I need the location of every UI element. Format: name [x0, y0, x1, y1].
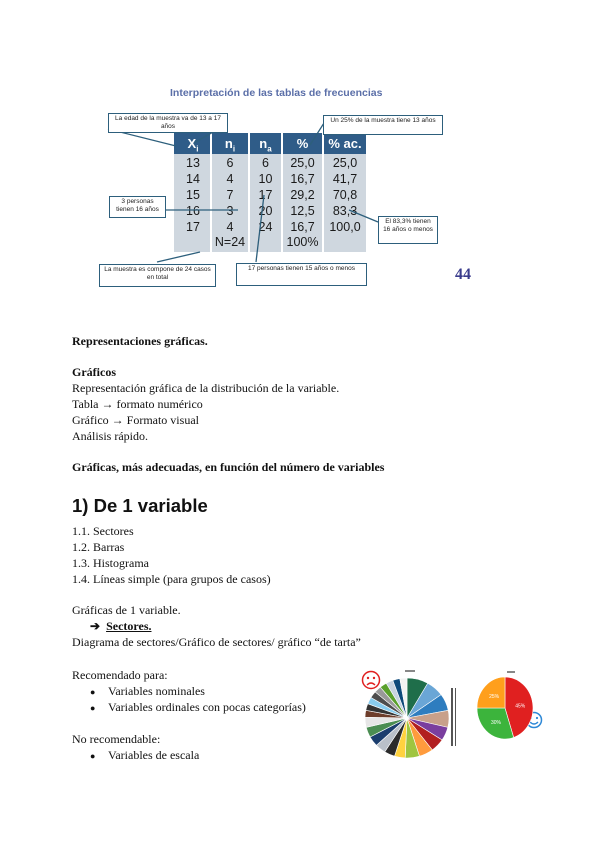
- sectores-item: [90, 619, 152, 634]
- diagrama-line: Diagrama de sectores/Gráfico de sectores/ gráfico “de tarta”: [72, 635, 361, 649]
- cell-na: 24: [258, 220, 273, 234]
- list-item: 1.1. Sectores: [72, 524, 134, 538]
- header-ni: $n_i$: [224, 136, 236, 154]
- figure-title: Interpretación de las tablas de frecuencias: [170, 87, 383, 99]
- cell-ni: 4: [226, 172, 234, 186]
- total-pct: 100%: [286, 235, 319, 249]
- section-title: Representaciones gráficas.: [72, 334, 208, 348]
- cell-ni: 7: [226, 188, 234, 202]
- graficos-line-1: Representación gráfica de la distribución de la variable.: [72, 381, 340, 395]
- header-xi: $X_i$: [187, 136, 199, 154]
- callout-connectors: [0, 0, 600, 300]
- small-pie-chart: [477, 677, 533, 739]
- pie-slice-label: 30%: [490, 719, 501, 726]
- cell-pct: 16,7: [290, 220, 315, 234]
- big-pie-legend: [451, 688, 456, 746]
- cell-xi: 14: [186, 172, 200, 186]
- cell-xi: 15: [186, 188, 200, 202]
- cell-na: 17: [258, 188, 273, 202]
- no-recomendable-label: No recomendable:: [72, 732, 161, 746]
- graficos-heading: Gráficos: [72, 365, 116, 379]
- cell-pct: 12,5: [290, 204, 315, 218]
- callout-25pct: Un 25% de la muestra tiene 13 años: [323, 115, 443, 135]
- callout-sample: La muestra es compone de 24 casos en total: [99, 264, 216, 287]
- callout-three-people: 3 personas tienen 16 años: [109, 196, 166, 218]
- big-pie-title: [405, 670, 415, 672]
- header-pct: %: [296, 136, 309, 151]
- big-pie-chart: [365, 678, 449, 758]
- cell-pct-ac: 83,3: [332, 204, 358, 218]
- heading-de-1-variable: 1) De 1 variable: [72, 495, 208, 516]
- cell-pct: 25,0: [290, 156, 315, 170]
- callout-83pct: El 83,3% tienen 16 años o menos: [378, 216, 438, 244]
- arrow-icon: ➔: [90, 619, 101, 633]
- sectores-label: Sectores.: [106, 619, 152, 633]
- header-pct-ac: % ac.: [328, 136, 362, 151]
- callout-age-range: La edad de la muestra va de 13 a 17 años: [108, 113, 228, 133]
- cell-pct: 16,7: [290, 172, 315, 186]
- list-item: 1.2. Barras: [72, 540, 125, 554]
- list-item: ● Variables de escala: [108, 748, 199, 763]
- graficos-line-4: Análisis rápido.: [72, 429, 148, 443]
- cell-pct-ac: 70,8: [332, 188, 358, 202]
- cell-na: 10: [258, 172, 273, 186]
- cell-na: 6: [262, 156, 269, 170]
- pie-slice-label: 25%: [489, 693, 500, 700]
- graficas-una-variable: Gráficas de 1 variable.: [72, 603, 181, 617]
- cell-xi: 13: [186, 156, 200, 170]
- pie-charts-illustration: [360, 668, 550, 760]
- cell-ni: 4: [226, 220, 234, 234]
- cell-pct-ac: 41,7: [332, 172, 358, 186]
- cell-pct-ac: 25,0: [332, 156, 358, 170]
- sad-face-icon: [363, 672, 380, 689]
- list-item: ● Variables ordinales con pocas categorías): [108, 700, 306, 715]
- pie-slice: [477, 677, 505, 708]
- list-item: ● Variables nominales: [108, 684, 205, 699]
- header-na: $n_a$: [259, 136, 272, 154]
- cell-ni: 6: [226, 156, 234, 170]
- cell-xi: 17: [186, 220, 200, 234]
- cell-pct: 29,2: [290, 188, 315, 202]
- cell-pct-ac: 100,0: [329, 220, 361, 234]
- cell-xi: 16: [186, 204, 200, 218]
- list-item: 1.3. Histograma: [72, 556, 149, 570]
- quote-mark-logo: 44: [455, 266, 471, 283]
- total-n: N=24: [214, 235, 246, 249]
- small-pie-title: [507, 671, 515, 673]
- callout-seventeen: 17 personas tienen 15 años o menos: [236, 263, 367, 286]
- cell-na: 20: [258, 204, 273, 218]
- cell-ni: 3: [226, 204, 234, 218]
- graficos-line-2: Tabla → formato numérico: [72, 397, 203, 411]
- list-item: 1.4. Líneas simple (para grupos de casos): [72, 572, 271, 586]
- graficos-line-3: Gráfico → Formato visual: [72, 413, 199, 427]
- recomendado-label: Recomendado para:: [72, 668, 168, 682]
- graficas-heading: Gráficas, más adecuadas, en función del número de variables: [72, 460, 385, 474]
- pie-slice-label: 45%: [515, 703, 526, 710]
